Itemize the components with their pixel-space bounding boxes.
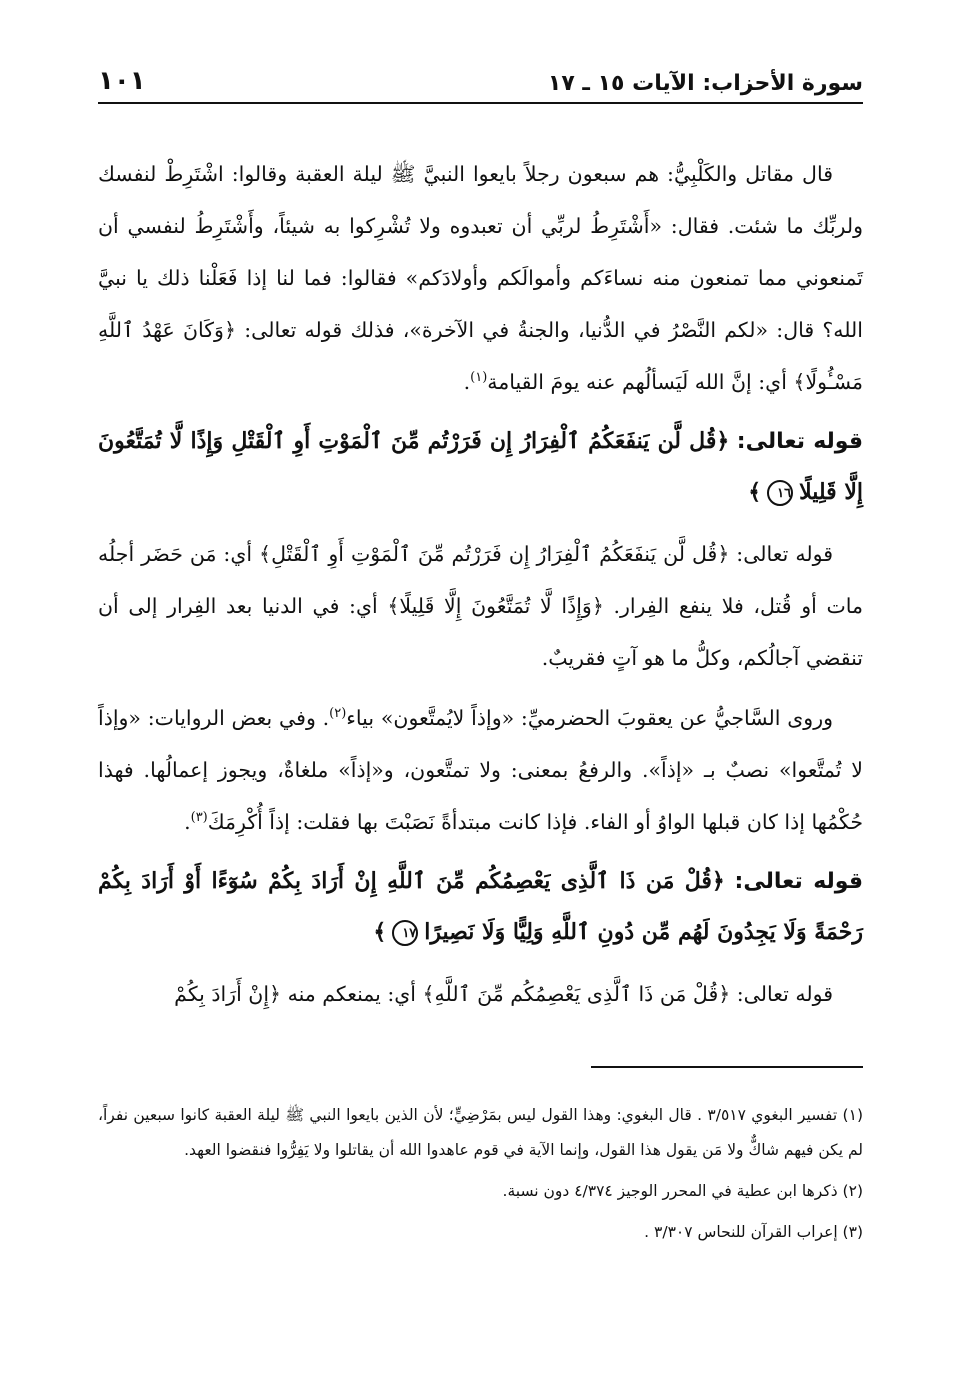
verse-16-label: قوله تعالى: bbox=[736, 429, 864, 454]
running-title: سورة الأحزاب: الآيات ١٥ ـ ١٧ bbox=[547, 71, 863, 96]
verse-16-text: ﴿قُل لَّن يَنفَعَكُمُ ٱلْفِرَارُ إِن فَرَرْتُم مِّنَ ٱلْمَوْتِ أَوِ ٱلْقَتْلِ وَإِذًا لَّا تُمَتَّعُونَ إِلَّا قَلِيلًا bbox=[98, 428, 863, 505]
paragraph-2: قوله تعالى: ﴿قُل لَّن يَنفَعَكُمُ ٱلْفِرَارُ إِن فَرَرْتُم مِّنَ ٱلْمَوْتِ أَوِ ٱلْقَتْلِ﴾ أي: مَن حَضَر أجلُه مات أو قُتل، فلا ينفع الفِرار. ﴿وَإِذًا لَّا تُمَتَّعُونَ إِلَّا قَلِيلًا﴾ أي: في الدنيا بعد الفِرار إلى أن تنقضي آجالُكم، وكلُّ ما هو آتٍ فقريبٌ. bbox=[98, 542, 863, 670]
paragraph-3-text-b: . وفي بعض الروايات: «وإذاً لا تُمتَّعوا» نصبٌ بـ «إذاً». والرفعُ بمعنى: ولا تمتَّعون، و«إذاً» ملغاةٌ، ويجوز إعمالُها. فهذا حُكْمُها إذا كان قبلها الواوُ أو الفاء. فإذا كانت مبتدأةً نَصَبْتَ بها فقلت: إذاً أُكْرِمَكَ bbox=[98, 706, 863, 834]
footnote-3: (٣) إعراب القرآن للنحاس ٣/٣٠٧ . bbox=[644, 1223, 863, 1241]
ayah-number-marker-17: ١٧ bbox=[392, 920, 418, 946]
page-header bbox=[98, 64, 863, 104]
footnote-divider bbox=[591, 1066, 863, 1068]
footnote-ref-3: (٣) bbox=[190, 810, 208, 826]
footnotes bbox=[98, 1098, 863, 1256]
paragraph-3 bbox=[98, 692, 863, 848]
ayah-number-marker-16: ١٦ bbox=[767, 480, 793, 506]
verse-17-heading bbox=[98, 856, 863, 958]
paragraph-1 bbox=[98, 148, 863, 408]
verse-17-text: ﴿قُلْ مَن ذَا ٱلَّذِى يَعْصِمُكُم مِّنَ ٱللَّهِ إِنْ أَرَادَ بِكُمْ سُوٓءًا أَوْ أَرَادَ بِكُمْ رَحْمَةً وَلَا يَجِدُونَ لَهُم مِّن دُونِ ٱللَّهِ وَلِيًّا وَلَا نَصِيرًا bbox=[98, 868, 863, 945]
verse-17-close: ﴾ bbox=[373, 919, 387, 945]
verse-16-close: ﴾ bbox=[748, 479, 762, 505]
footnote-2: (٢) ذكرها ابن عطية في المحرر الوجيز ٤/٣٧٤ دون نسبة. bbox=[502, 1182, 863, 1200]
footnote-ref-1: (١) bbox=[470, 370, 488, 386]
paragraph-3-text-a: وروى السَّاجيُّ عن يعقوبَ الحضرميِّ: «وإذاً لايُمتَّعون» بياء bbox=[346, 706, 833, 730]
page-number: ١٠١ bbox=[98, 66, 146, 96]
paragraph-3-end: . bbox=[184, 810, 191, 834]
footnote-ref-2: (٢) bbox=[329, 706, 347, 722]
paragraph-1-end: . bbox=[463, 370, 471, 394]
main-text bbox=[98, 148, 863, 1028]
verse-17-label: قوله تعالى: bbox=[734, 869, 863, 894]
footnote-1: (١) تفسير البغوي ٣/٥١٧ . قال البغوي: وهذا القول ليس بمَرْضِيٍّ؛ لأن الذين بايعوا النبي ﷺ ليلة العقبة كانوا سبعين نفراً، لم يكن فيهم شاكٌّ ولا مَن يقول هذا القول، وإنما الآية في قوم عاهدوا الله أن يقاتلوا ولا يَفِرُّوا فنقضوا العهد. bbox=[98, 1106, 863, 1159]
paragraph-4: قوله تعالى: ﴿قُلْ مَن ذَا ٱلَّذِى يَعْصِمُكُم مِّنَ ٱللَّهِ﴾ أي: يمنعكم منه ﴿إِنْ أَرَادَ بِكُمْ bbox=[174, 982, 833, 1006]
paragraph-1-text: قال مقاتل والكَلْبِيُّ: هم سبعون رجلاً بايعوا النبيَّ ﷺ ليلة العقبة وقالوا: اشْتَرِطْ لنفسك ولربِّك ما شئت. فقال: «أَشْتَرِطُ لربِّي أن تعبدوه ولا تُشْرِكوا به شيئاً، وأَشْتَرِطُ لنفسي أن تَمنعوني مما تمنعون منه نساءَكم وأموالَكم وأولادَكم» فقالوا: فما لنا إذا فَعَلْنا ذلك يا نبيَّ الله؟ قال: «لكم النَّصْرُ في الدُّنيا، والجنةُ في الآخرة»، فذلك قوله تعالى: ﴿وَكَانَ عَهْدُ ٱللَّهِ مَسْـُٔولًا﴾ أي: إنَّ الله لَيَسألُهم عنه يومَ القيامة bbox=[98, 162, 863, 394]
verse-16-heading bbox=[98, 416, 863, 518]
